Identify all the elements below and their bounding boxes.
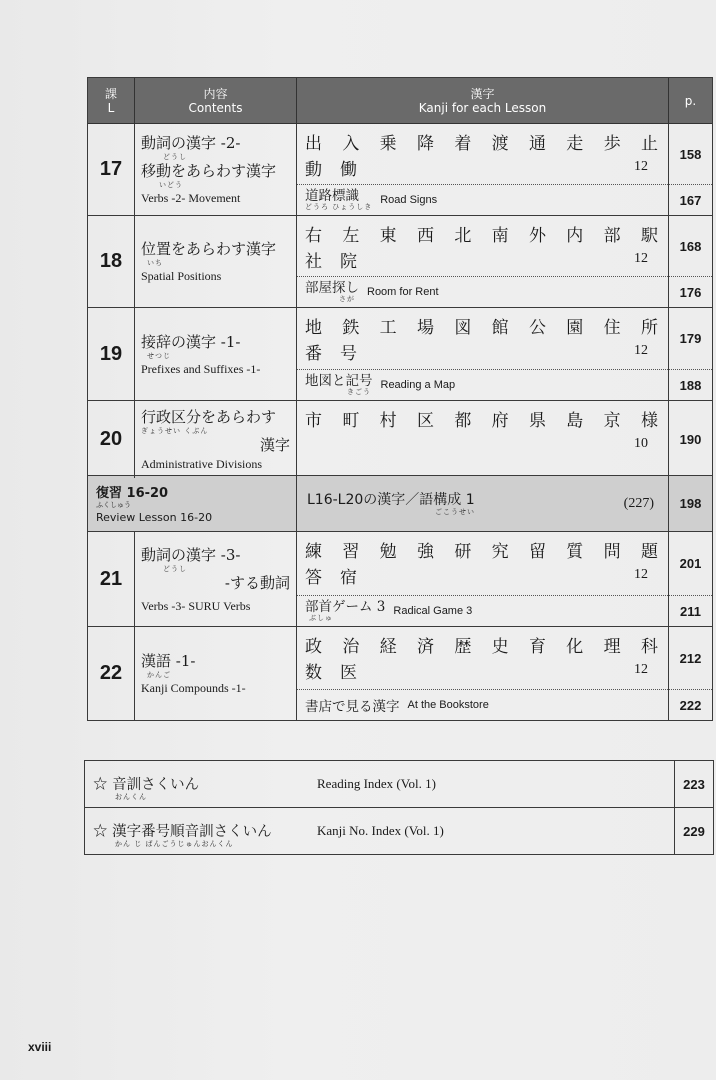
kanji-row-1	[305, 220, 658, 246]
kanji: 園	[566, 317, 584, 338]
lesson-title-ruby: ぎょうせい くぶん	[141, 427, 209, 435]
index-title-jp-text: 音訓さくいん	[112, 777, 200, 793]
kanji-count: 12	[634, 159, 648, 174]
kanji: 問	[603, 541, 621, 562]
lesson-pages	[669, 308, 712, 400]
header-contents-en: Contents	[188, 100, 243, 115]
review-ruby: ふくしゅう	[96, 501, 131, 509]
kanji: 南	[491, 225, 509, 246]
index-title-jp	[93, 820, 272, 841]
lesson-title-ruby: かんご	[147, 671, 171, 679]
lesson-kanji	[297, 308, 669, 400]
kanji-count: 12	[634, 662, 648, 677]
kanji-count: 10	[634, 436, 648, 451]
kanji: 村	[379, 410, 397, 431]
kanji: 習	[342, 541, 360, 562]
kanji: 理	[603, 636, 621, 657]
review-title	[88, 476, 297, 531]
sub-section-title-jp: 道路標識	[305, 188, 359, 204]
kanji: 化	[566, 636, 584, 657]
sub-section-title-en: Road Signs	[380, 194, 438, 206]
kanji: 地	[305, 317, 322, 338]
lesson-title-en: Verbs -3- SURU Verbs	[141, 598, 251, 613]
kanji-list	[297, 627, 668, 690]
sub-section-title-jp: 部屋探し	[305, 280, 359, 296]
lesson-row-21[interactable]	[88, 532, 712, 627]
kanji: 県	[528, 410, 546, 431]
kanji: 勉	[379, 541, 397, 562]
kanji: 動	[305, 159, 322, 180]
kanji: 公	[528, 317, 546, 338]
kanji: 済	[416, 636, 434, 657]
kanji: 番	[305, 343, 322, 364]
kanji-list	[297, 216, 668, 277]
kanji-row-2	[305, 657, 658, 683]
kanji: 号	[340, 343, 357, 364]
kanji: 都	[454, 410, 472, 431]
kanji: 市	[305, 410, 322, 431]
kanji: 質	[566, 541, 584, 562]
lesson-title-en: Verbs -2- Movement	[141, 191, 241, 205]
kanji: 所	[640, 317, 658, 338]
lesson-title-jp: 接辞の漢字 -1-	[141, 332, 241, 351]
kanji: 右	[305, 225, 322, 246]
kanji: 題	[640, 541, 658, 562]
page-number[interactable]: 229	[683, 823, 705, 839]
kanji: 京	[603, 410, 621, 431]
kanji-row-1	[305, 312, 658, 338]
lesson-pages	[669, 216, 712, 307]
review-kanji-count: (227)	[623, 495, 654, 511]
sub-section-title-en: Radical Game 3	[393, 605, 473, 617]
kanji: 府	[491, 410, 509, 431]
header-lesson-jp: 課	[104, 86, 117, 101]
page-number[interactable]: 167	[679, 192, 702, 208]
kanji: 駅	[640, 225, 658, 246]
lesson-contents	[135, 308, 297, 400]
header-contents	[135, 78, 297, 123]
kanji: 歩	[603, 133, 621, 154]
kanji: 部	[603, 225, 621, 246]
page-number[interactable]: 176	[679, 284, 702, 300]
lesson-title-en: Prefixes and Suffixes -1-	[141, 361, 261, 376]
header-page	[669, 78, 712, 123]
sub-section	[297, 596, 668, 626]
kanji: 走	[566, 133, 584, 154]
page-number[interactable]: 223	[683, 776, 705, 792]
lesson-title-ruby: どうし	[163, 564, 187, 573]
index-entry	[85, 808, 675, 854]
kanji-count: 12	[634, 567, 648, 582]
kanji: 数	[305, 662, 322, 683]
lesson-kanji	[297, 216, 669, 307]
kanji: 止	[640, 133, 658, 154]
index-title-jp-text: 漢字番号順音訓さくいん	[112, 824, 272, 840]
kanji: 図	[454, 317, 472, 338]
sub-section	[297, 690, 668, 720]
header-page-label: p.	[684, 93, 697, 108]
lesson-title-ruby: どうし	[163, 153, 187, 161]
lesson-title-jp-line2: 移動をあらわす漢字	[141, 162, 277, 180]
review-contents-ruby: ごこうせい	[435, 507, 475, 516]
kanji-list	[297, 308, 668, 370]
review-contents	[297, 476, 669, 531]
lesson-row-18[interactable]	[88, 216, 712, 308]
lesson-title-jp: 位置をあらわす漢字	[141, 240, 277, 258]
kanji: 政	[305, 636, 322, 657]
kanji: 答	[305, 567, 322, 588]
review-contents-text: L16-L20の漢字／語構成 1	[307, 491, 475, 508]
lesson-pages	[669, 532, 712, 626]
kanji-row-2	[305, 431, 658, 457]
sub-section-title-en: At the Bookstore	[407, 699, 489, 711]
kanji: 館	[491, 317, 509, 338]
sub-section-title-jp: 地図と記号	[305, 373, 373, 389]
kanji: 史	[491, 636, 509, 657]
contents-table	[87, 77, 713, 721]
kanji: 降	[416, 133, 434, 154]
kanji: 乗	[379, 133, 397, 154]
lesson-row-22[interactable]	[88, 627, 712, 720]
lesson-pages	[669, 627, 712, 720]
kanji: 工	[379, 317, 397, 338]
index-title-en: Reading Index (Vol. 1)	[317, 776, 436, 791]
lesson-title-jp: 動詞の漢字 -3-	[141, 545, 241, 564]
header-contents-jp: 内容	[203, 86, 228, 101]
lesson-kanji	[297, 124, 669, 215]
index-title-en: Kanji No. Index (Vol. 1)	[317, 823, 444, 838]
star-icon: ☆	[93, 824, 108, 840]
lesson-title-en: Kanji Compounds -1-	[141, 681, 246, 695]
page-number[interactable]: 222	[679, 697, 702, 713]
lesson-number: 22	[88, 627, 135, 720]
lesson-row-20[interactable]	[88, 401, 712, 476]
kanji: 通	[528, 133, 546, 154]
sub-section	[297, 277, 668, 307]
lesson-number: 17	[88, 124, 135, 215]
kanji: 入	[342, 133, 360, 154]
lesson-title-jp: 行政区分をあらわす	[141, 408, 277, 426]
sub-section	[297, 185, 668, 215]
kanji: 区	[416, 410, 434, 431]
lesson-title-ruby: せつじ	[147, 351, 171, 360]
lesson-title-jp-line2: -する動詞	[224, 573, 290, 592]
kanji: 歴	[454, 636, 472, 657]
lesson-title-ruby2: いどう	[159, 181, 183, 189]
sub-section-ruby: きごう	[347, 388, 371, 396]
kanji: 北	[454, 225, 472, 246]
lesson-title-jp-line2: 漢字	[259, 436, 290, 454]
lesson-title-en: Administrative Divisions	[141, 457, 262, 471]
kanji: 左	[342, 225, 360, 246]
index-title-jp	[93, 773, 199, 794]
header-lesson-en: L	[107, 100, 115, 115]
kanji: 練	[305, 541, 322, 562]
index-row-kanji-no[interactable]	[85, 808, 713, 854]
page-number[interactable]: 212	[669, 627, 712, 690]
kanji-row-2	[305, 562, 658, 588]
page-number[interactable]: 201	[669, 532, 712, 596]
kanji-row-2	[305, 338, 658, 364]
kanji: 強	[416, 541, 434, 562]
kanji: 外	[528, 225, 546, 246]
lesson-number: 19	[88, 308, 135, 400]
sub-section-title-en: Room for Rent	[367, 286, 439, 298]
lesson-contents	[135, 124, 297, 215]
lesson-number: 20	[88, 401, 135, 478]
page-number[interactable]: 198	[679, 496, 702, 511]
lesson-row-17[interactable]	[88, 124, 712, 216]
table-header	[88, 78, 712, 124]
kanji-row-1	[305, 631, 658, 657]
header-kanji	[297, 78, 669, 123]
page-number[interactable]: 158	[669, 124, 712, 185]
page-number[interactable]: 190	[679, 432, 702, 447]
kanji-row-1	[305, 128, 658, 154]
kanji: 鉄	[342, 317, 360, 338]
kanji-list	[297, 401, 668, 478]
review-title-jp: 復習 16-20	[96, 486, 169, 501]
kanji: 住	[603, 317, 621, 338]
sub-section-title-jp: 部首ゲーム 3	[305, 599, 386, 615]
kanji: 院	[340, 251, 357, 272]
lesson-contents	[135, 532, 297, 626]
lesson-title-ruby: いち	[147, 259, 163, 267]
page-number[interactable]: 168	[669, 216, 712, 277]
kanji-row-2	[305, 154, 658, 180]
sub-section-ruby: ぶしゅ	[309, 614, 333, 622]
kanji: 研	[454, 541, 472, 562]
index-table	[84, 760, 714, 855]
kanji: 場	[416, 317, 434, 338]
kanji: 宿	[340, 567, 357, 588]
kanji-list	[297, 532, 668, 596]
kanji: 東	[379, 225, 397, 246]
lesson-kanji	[297, 627, 669, 720]
sub-section-title-jp: 書店で見る漢字	[305, 699, 400, 715]
page-number[interactable]: 211	[680, 603, 701, 619]
lesson-contents	[135, 627, 297, 720]
sub-section-title-en: Reading a Map	[380, 379, 456, 391]
sub-section-ruby: さが	[339, 295, 355, 303]
page-number[interactable]: 179	[669, 308, 712, 370]
review-title-en: Review Lesson 16-20	[96, 511, 213, 524]
index-row-reading[interactable]	[85, 761, 713, 808]
lesson-pages	[669, 124, 712, 215]
index-ruby: かん じ ばんごうじゅんおんくん	[115, 840, 234, 848]
index-entry	[85, 761, 675, 807]
page-number[interactable]: 188	[679, 377, 702, 393]
kanji: 治	[342, 636, 360, 657]
kanji: 科	[640, 636, 658, 657]
kanji: 社	[305, 251, 322, 272]
kanji-row-1	[305, 405, 658, 431]
kanji: 内	[566, 225, 584, 246]
kanji: 育	[528, 636, 546, 657]
kanji-count: 12	[634, 343, 648, 358]
lesson-title-en: Spatial Positions	[141, 269, 222, 283]
header-kanji-en: Kanji for each Lesson	[418, 100, 547, 115]
kanji-row-1	[305, 536, 658, 562]
page-folio: xviii	[28, 1040, 52, 1054]
star-icon: ☆	[93, 777, 108, 793]
header-lesson	[88, 78, 135, 123]
lesson-pages	[669, 401, 712, 478]
lesson-number: 18	[88, 216, 135, 307]
kanji-list	[297, 124, 668, 185]
lesson-title-jp: 動詞の漢字 -2-	[141, 134, 241, 152]
sub-section	[297, 370, 668, 400]
kanji: 出	[305, 133, 322, 154]
kanji: 医	[340, 662, 357, 683]
kanji-count: 12	[634, 251, 648, 266]
lesson-title-jp: 漢語 -1-	[141, 652, 196, 670]
kanji: 町	[342, 410, 360, 431]
index-ruby: おんくん	[115, 793, 147, 801]
header-kanji-jp: 漢字	[470, 86, 495, 101]
kanji: 経	[379, 636, 397, 657]
kanji: 渡	[491, 133, 509, 154]
sub-section-ruby: どうろ ひょうしき	[305, 203, 373, 211]
kanji: 留	[528, 541, 546, 562]
kanji: 究	[491, 541, 509, 562]
lesson-row-19[interactable]	[88, 308, 712, 401]
kanji-row-2	[305, 246, 658, 272]
kanji: 着	[454, 133, 472, 154]
lesson-contents	[135, 216, 297, 307]
lesson-kanji	[297, 532, 669, 626]
lesson-kanji	[297, 401, 669, 478]
kanji: 西	[416, 225, 434, 246]
kanji: 様	[640, 410, 658, 431]
kanji: 島	[566, 410, 584, 431]
kanji: 働	[340, 159, 357, 180]
review-row[interactable]	[88, 476, 712, 532]
lesson-contents	[135, 401, 297, 478]
lesson-number: 21	[88, 532, 135, 626]
